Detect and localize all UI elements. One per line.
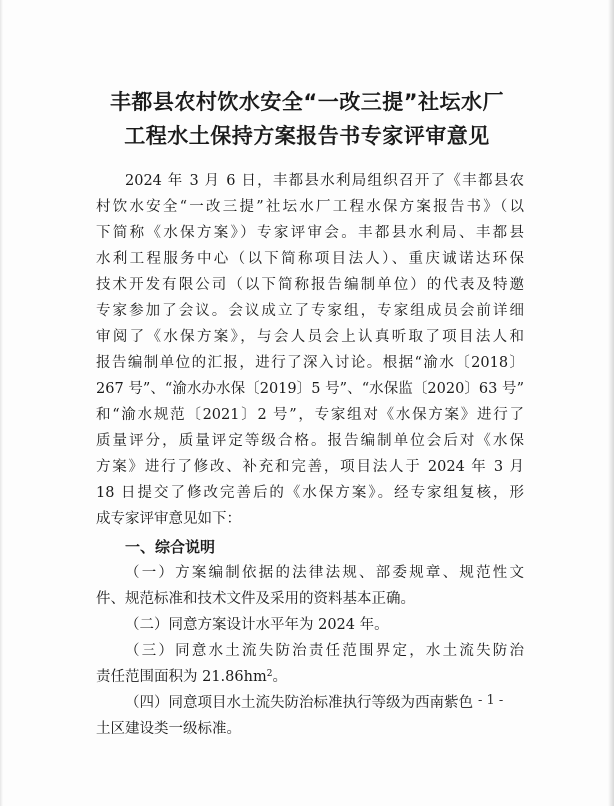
intro-line: 水利工程服务中心（以下简称项目法人）、重庆诚诺达环保 (96, 251, 524, 267)
page-edge-left (0, 0, 3, 806)
intro-line: 方案》进行了修改、补充和完善，项目法人于 2024 年 3 月 (96, 459, 524, 475)
item-1-line-2: 件、规范标准和技术文件及采用的资料基本正确。 (96, 591, 415, 607)
item-2: （二）同意方案设计水平年为 2024 年。 (125, 617, 389, 633)
intro-line: 18 日提交了修改完善后的《水保方案》。经专家组复核，形 (96, 485, 524, 501)
area-text: 责任范围面积为 21.86hm (96, 669, 267, 685)
intro-line: 2024 年 3 月 6 日，丰都县水利局组织召开了《丰都县农 (125, 173, 524, 189)
intro-line: 技术开发有限公司（以下简称报告编制单位）的代表及特邀 (96, 277, 524, 293)
page-number: - 1 - (478, 693, 504, 708)
intro-line: 专家参加了会议。会议成立了专家组，专家组成员会前详细 (96, 303, 524, 319)
item-1-line-1: （一）方案编制依据的法律法规、部委规章、规范性文 (125, 565, 524, 581)
intro-line: 村饮水安全“一改三提”社坛水厂工程水保方案报告书》（以 (96, 199, 524, 215)
intro-line: 和“渝水规范〔2021〕2 号”，专家组对《水保方案》进行了 (96, 407, 524, 423)
item-4-line-2: 土区建设类一级标准。 (96, 721, 241, 737)
intro-line: 审阅了《水保方案》，与会人员会上认真听取了项目法人和 (96, 329, 524, 345)
area-text-end: 。 (272, 669, 287, 685)
area-unit-superscript: 2 (266, 669, 273, 679)
intro-line: 成专家评审意见如下： (96, 511, 241, 527)
document-title-line-1: 丰都县农村饮水安全“一改三提”社坛水厂 (109, 90, 505, 114)
item-3-line-1: （三）同意水土流失防治责任范围界定，水土流失防治 (125, 643, 524, 659)
section-heading: 一、综合说明 (125, 538, 216, 556)
item-4-line-1: （四）同意项目水土流失防治标准执行等级为西南紫色 (125, 695, 473, 711)
intro-line: 下简称《水保方案》）专家评审会。丰都县水利局、丰都县 (96, 225, 524, 241)
intro-line: 267 号”、“渝水办水保〔2019〕5 号”、“水保监〔2020〕63 号” (96, 381, 524, 397)
page-edge-right (608, 0, 614, 806)
intro-line: 报告编制单位的汇报，进行了深入讨论。根据“渝水〔2018〕 (96, 355, 524, 371)
document-title-line-2: 工程水土保持方案报告书专家评审意见 (124, 124, 490, 148)
item-3-line-2 (96, 667, 524, 687)
intro-line: 质量评分，质量评定等级合格。报告编制单位会后对《水保 (96, 433, 524, 449)
